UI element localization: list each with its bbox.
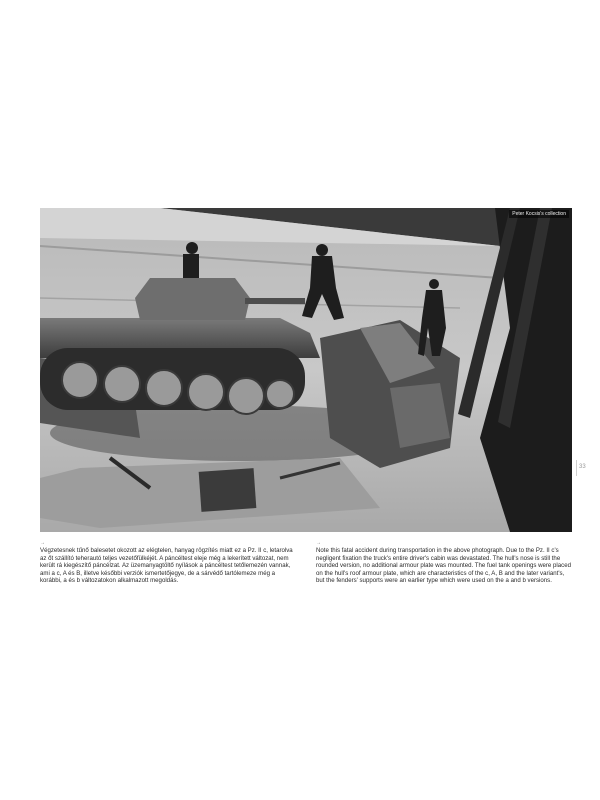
caption-hungarian-text: Végzetesnek tűnő balesetet okozott az elégtelen, hanyag rögzítés miatt ez a Pz. II c, letarolva az őt szállító teherautó teljes vezetőfülkéjét. A páncéltest eleje még a lekerített változat, nem került rá kiegészítő páncélzat. Az üzemanyagtöltő nyílások a páncéltest tetőlemezén vannak, ami a c, A és B, illetve későbbi verziók ismertetőjegye, de a sárvédő tartólemeze még a korábbi, a és b változatokon alkalmazott megoldás. (40, 547, 293, 585)
caption-english (316, 541, 572, 585)
page-number-rule (576, 460, 577, 476)
photo-credit: Peter Kocsis's collection (509, 210, 569, 218)
caption-arrow-icon: → (316, 540, 321, 546)
tank-accident-photo (40, 208, 572, 532)
caption-hungarian (40, 541, 294, 585)
caption-english-text: Note this fatal accident during transportation in the above photograph. Due to the Pz. II c's negligent fixation the truck's entire driver's cabin was devastated. The hull's nose is still the rounded version, no additional armour plate was mounted. The fuel tank openings were placed on the hull's roof armour plate, which are characteristics of the c, A, B and the later variant's, but the fenders' supports were an earlier type which were used on the a and b versions. (316, 547, 571, 585)
caption-arrow-icon: → (40, 540, 45, 546)
page-number: 33 (579, 464, 586, 470)
historical-photo (40, 208, 572, 532)
